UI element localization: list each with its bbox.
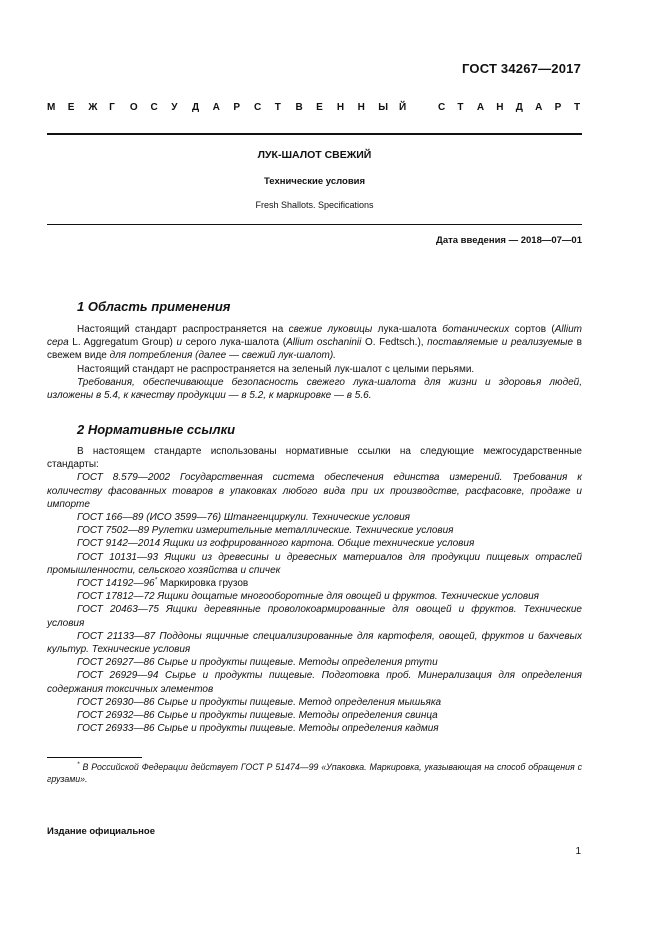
letter: Д [515, 102, 523, 113]
letter: М [47, 102, 56, 113]
letter: С [438, 102, 446, 113]
footnote-rule [47, 757, 142, 758]
reference-item [47, 630, 582, 656]
reference-item [47, 551, 582, 577]
scope-text-segment: свежие луковицы [288, 324, 373, 335]
letter: А [535, 102, 543, 113]
letter: У [171, 102, 178, 113]
letter: Р [554, 102, 562, 113]
reference-text: ГОСТ 166—89 (ИСО 3599—76) Штангенциркули. Технические условия [77, 512, 410, 524]
letter: Е [316, 102, 323, 113]
letter: Т [457, 102, 464, 113]
letter: О [129, 102, 138, 113]
references-intro: В настоящем стандарте использованы нормативные ссылки на следующие межгосударственные стандарты: [47, 446, 582, 471]
reference-item [47, 511, 582, 524]
scope-text-segment: ботанических [442, 324, 510, 335]
reference-text: ГОСТ 26930—86 Сырье и продукты пищевые. Метод определения мышьяка [77, 696, 442, 708]
letter: Р [233, 102, 241, 113]
scope-exclusion-paragraph: Настоящий стандарт не распространяется на зеленый лук-шалот с целыми перьями. [77, 363, 475, 375]
reference-text: ГОСТ 26929—94 Сырье и продукты пищевые. Подготовка проб. Минерализация для определения содержания токсичных элементов [47, 670, 582, 695]
scope-text-segment: сортов ( [509, 324, 555, 335]
footnote-mark: * [77, 761, 80, 769]
letter: Т [574, 102, 581, 113]
letter: В [295, 102, 303, 113]
introduction-date: Дата введения — 2018—07—01 [436, 235, 582, 246]
scope-text-segment: L. Aggregatum Group) [68, 337, 177, 349]
scope-text-segment: для потребления (далее — свежий лук-шалот). [109, 350, 336, 362]
reference-text: ГОСТ 7502—89 Рулетки измерительные металлические. Технические условия [77, 525, 454, 537]
letter: А [212, 102, 220, 113]
scope-requirements-paragraph: Требования, обеспечивающие безопасность свежего лука-шалота для жизни и здоровья людей, изложены в 5.4, к качеству продукции — в 5.2, к маркировке — в 5.6. [47, 376, 582, 402]
letter: С [254, 102, 262, 113]
document-english-title: Fresh Shallots. Specifications [255, 200, 374, 210]
scope-text-segment: Allium oschaninii [286, 337, 362, 349]
reference-item [47, 709, 582, 722]
reference-text: ГОСТ 8.579—2002 Государственная система обеспечения единства измерений. Требования к количеству фасованных товаров в упаковках любого вида при их производстве, расфасовке, продаже и импорте [47, 472, 582, 510]
reference-item [47, 603, 582, 629]
reference-item [47, 524, 582, 537]
reference-text: ГОСТ 20463—75 Ящики деревянные проволокоармированные для овощей и фруктов. Технические условия [47, 604, 582, 629]
letter: Н [357, 102, 365, 113]
document-title: ЛУК-ШАЛОТ СВЕЖИЙ [257, 149, 372, 161]
document-code: ГОСТ 34267—2017 [462, 61, 581, 76]
references-list [47, 471, 582, 735]
reference-text: ГОСТ 10131—93 Ящики из древесины и древесных материалов для продукции пищевых отраслей промышленности, сельского хозяйства и спичек [47, 551, 582, 576]
reference-text: ГОСТ 21133—87 Поддоны ящичные специализированные для картофеля, овощей, фруктов и бахчевых культур. Технические условия [47, 630, 582, 656]
letter: Н [336, 102, 345, 113]
reference-tail: Маркировка грузов [157, 578, 249, 590]
section-1-heading: 1 Область применения [77, 299, 231, 314]
letter: Ж [88, 102, 98, 113]
header-rule [47, 133, 582, 135]
footnote-reference-mark: * [154, 576, 158, 584]
reference-text: ГОСТ 26933—86 Сырье и продукты пищевые. Методы определения кадмия [77, 723, 439, 735]
reference-item [47, 669, 582, 695]
page-number: 1 [575, 846, 581, 857]
footnote [47, 761, 582, 785]
reference-item [47, 537, 582, 550]
reference-item [47, 656, 582, 669]
standard-type-line [47, 102, 582, 116]
scope-text-segment: и [176, 337, 183, 349]
letter: Т [274, 102, 281, 113]
reference-item [47, 577, 582, 590]
letter: Ы [378, 102, 389, 113]
scope-text-segment: серого лука-шалота ( [182, 337, 287, 349]
section-2-heading: 2 Нормативные ссылки [77, 422, 236, 437]
letter: А [476, 102, 485, 113]
reference-item [47, 696, 582, 709]
scope-text-segment: Allium cepa [47, 324, 582, 349]
reference-item [47, 722, 582, 735]
section-1-body [47, 323, 582, 402]
title-rule [47, 224, 582, 225]
letter: Г [109, 102, 115, 113]
section-2-body [47, 445, 582, 735]
letter: Е [67, 102, 75, 113]
reference-text: ГОСТ 9142—2014 Ящики из гофрированного картона. Общие технические условия [77, 538, 475, 550]
letter: С [150, 102, 158, 113]
footnote-text: В Российской Федерации действует ГОСТ Р 51474—99 «Упаковка. Маркировка, указывающая на способ обращения с грузами». [47, 762, 582, 784]
edition-label: Издание официальное [47, 826, 155, 837]
scope-text-segment: лука-шалота [372, 324, 443, 335]
document-subtitle: Технические условия [263, 176, 366, 187]
scope-paragraph [47, 323, 582, 363]
scope-text-segment: O. Fedtsch.), [361, 337, 428, 349]
scope-text-segment: в свежем виде [47, 337, 582, 362]
reference-text: ГОСТ 26932—86 Сырье и продукты пищевые. Методы определения свинца [77, 710, 438, 722]
letter: Й [399, 102, 407, 113]
reference-item [47, 590, 582, 603]
reference-text: ГОСТ 26927—86 Сырье и продукты пищевые. Методы определения ртути [77, 657, 438, 669]
reference-text: ГОСТ 17812—72 Ящики дощатые многооборотные для овощей и фруктов. Технические условия [77, 591, 539, 603]
reference-item [47, 471, 582, 511]
scope-text-segment: Настоящий стандарт распространяется на [77, 324, 289, 335]
scope-text-segment: поставляемые и реализуемые [427, 337, 574, 349]
letter: Н [496, 102, 504, 113]
reference-text: ГОСТ 14192—96 [77, 578, 155, 590]
letter: Д [191, 102, 200, 113]
